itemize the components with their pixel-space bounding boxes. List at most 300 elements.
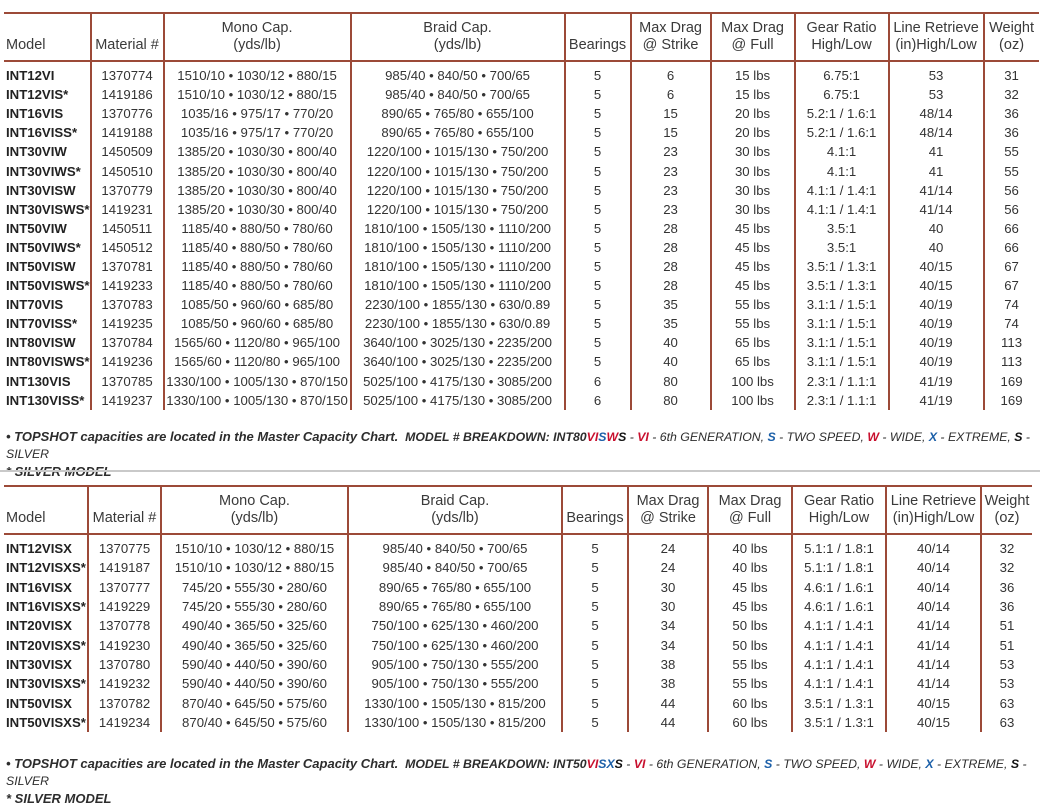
legend-vi-text: 6th GENERATION, — [659, 430, 765, 444]
table-row — [4, 713, 1032, 732]
cell-weight: 53 — [981, 655, 1032, 674]
cell-mono-cap: 1385/20 • 1030/30 • 800/40 — [164, 142, 351, 161]
cell-max-drag-full: 40 lbs — [708, 558, 792, 577]
cell-braid-cap: 1810/100 • 1505/130 • 1110/200 — [351, 238, 565, 257]
cell-line-retrieve: 41/14 — [886, 674, 981, 693]
cell-material: 1370780 — [88, 655, 161, 674]
header-material: Material # — [88, 486, 161, 534]
cell-max-drag-full: 30 lbs — [711, 142, 795, 161]
cell-line-retrieve: 40/15 — [889, 257, 984, 276]
legend-x-text: EXTREME, — [947, 430, 1011, 444]
cell-braid-cap: 5025/100 • 4175/130 • 3085/200 — [351, 391, 565, 410]
cell-max-drag-full: 15 lbs — [711, 61, 795, 85]
cell-max-drag-full: 50 lbs — [708, 616, 792, 635]
cell-gear-ratio: 4.6:1 / 1.6:1 — [792, 578, 886, 597]
legend-x-text: EXTREME, — [944, 757, 1008, 771]
cell-model: INT80VISW — [6, 335, 76, 351]
cell-model: INT30VISX — [6, 656, 72, 672]
cell-weight: 36 — [981, 578, 1032, 597]
legend-w-text: WIDE, — [889, 430, 926, 444]
cell-material: 1370778 — [88, 616, 161, 635]
cell-max-drag-full: 45 lbs — [711, 238, 795, 257]
cell-max-drag-full: 30 lbs — [711, 161, 795, 180]
table-row — [4, 257, 1039, 276]
cell-mono-cap: 1510/10 • 1030/12 • 880/15 — [164, 85, 351, 104]
cell-max-drag-strike: 35 — [631, 314, 711, 333]
table-row — [4, 161, 1039, 180]
cell-material: 1419231 — [91, 200, 164, 219]
cell-mono-cap: 490/40 • 365/50 • 325/60 — [161, 635, 348, 654]
cell-gear-ratio: 3.1:1 / 1.5:1 — [795, 314, 889, 333]
cell-gear-ratio: 6.75:1 — [795, 85, 889, 104]
header-material: Material # — [91, 13, 164, 61]
header-gear-ratio: Gear Ratio High/Low — [795, 13, 889, 61]
cell-model: INT16VISXS* — [6, 599, 86, 615]
cell-weight: 55 — [984, 142, 1039, 161]
cell-line-retrieve: 48/14 — [889, 104, 984, 123]
cell-weight: 67 — [984, 276, 1039, 295]
cell-material: 1419230 — [88, 635, 161, 654]
cell-bearings: 5 — [562, 693, 628, 712]
cell-braid-cap: 890/65 • 765/80 • 655/100 — [351, 104, 565, 123]
table-row — [4, 372, 1039, 391]
cell-braid-cap: 890/65 • 765/80 • 655/100 — [348, 597, 562, 616]
cell-max-drag-strike: 15 — [631, 104, 711, 123]
cell-braid-cap: 905/100 • 750/130 • 555/200 — [348, 674, 562, 693]
cell-line-retrieve: 41/14 — [889, 181, 984, 200]
table-row — [4, 597, 1032, 616]
cell-weight: 32 — [981, 534, 1032, 558]
cell-max-drag-full: 45 lbs — [711, 276, 795, 295]
cell-mono-cap: 1185/40 • 880/50 • 780/60 — [164, 219, 351, 238]
header-model: Model — [4, 486, 88, 534]
cell-bearings: 5 — [565, 333, 631, 352]
cell-max-drag-strike: 30 — [628, 597, 708, 616]
cell-line-retrieve: 40/14 — [886, 558, 981, 577]
cell-gear-ratio: 4.1:1 / 1.4:1 — [795, 181, 889, 200]
cell-bearings: 5 — [565, 85, 631, 104]
cell-gear-ratio: 3.5:1 / 1.3:1 — [795, 276, 889, 295]
table-row — [4, 635, 1032, 654]
legend-s2-text: SILVER — [6, 774, 50, 788]
table-row — [4, 238, 1039, 257]
cell-max-drag-strike: 28 — [631, 238, 711, 257]
cell-mono-cap: 1185/40 • 880/50 • 780/60 — [164, 238, 351, 257]
legend-s-text: TWO SPEED, — [783, 757, 861, 771]
cell-gear-ratio: 4.1:1 — [795, 142, 889, 161]
cell-weight: 51 — [981, 616, 1032, 635]
cell-gear-ratio: 2.3:1 / 1.1:1 — [795, 372, 889, 391]
cell-bearings: 5 — [562, 655, 628, 674]
cell-weight: 66 — [984, 238, 1039, 257]
cell-bearings: 5 — [565, 295, 631, 314]
cell-material: 1370781 — [91, 257, 164, 276]
cell-braid-cap: 2230/100 • 1855/130 • 630/0.89 — [351, 314, 565, 333]
table-row — [4, 674, 1032, 693]
header-gear-ratio: Gear Ratio High/Low — [792, 486, 886, 534]
cell-braid-cap: 2230/100 • 1855/130 • 630/0.89 — [351, 295, 565, 314]
cell-weight: 169 — [984, 391, 1039, 410]
cell-mono-cap: 1185/40 • 880/50 • 780/60 — [164, 276, 351, 295]
cell-model: INT50VISX — [6, 695, 72, 711]
cell-material: 1450511 — [91, 219, 164, 238]
cell-model: INT130VIS — [6, 373, 71, 389]
cell-gear-ratio: 2.3:1 / 1.1:1 — [795, 391, 889, 410]
table-row — [4, 181, 1039, 200]
cell-max-drag-full: 55 lbs — [711, 295, 795, 314]
cell-line-retrieve: 40/19 — [889, 314, 984, 333]
cell-weight: 56 — [984, 181, 1039, 200]
legend-vi-text: 6th GENERATION, — [656, 757, 761, 771]
header-weight: Weight (oz) — [981, 486, 1032, 534]
cell-material: 1419235 — [91, 314, 164, 333]
cell-max-drag-strike: 34 — [628, 635, 708, 654]
cell-line-retrieve: 48/14 — [889, 123, 984, 142]
cell-max-drag-full: 45 lbs — [711, 257, 795, 276]
cell-weight: 113 — [984, 333, 1039, 352]
cell-line-retrieve: 40 — [889, 219, 984, 238]
cell-line-retrieve: 40/19 — [889, 333, 984, 352]
cell-line-retrieve: 41/14 — [886, 616, 981, 635]
cell-bearings: 5 — [565, 352, 631, 371]
cell-braid-cap: 985/40 • 840/50 • 700/65 — [348, 534, 562, 558]
cell-line-retrieve: 41/14 — [886, 635, 981, 654]
table-row — [4, 123, 1039, 142]
cell-material: 1450512 — [91, 238, 164, 257]
cell-weight: 51 — [981, 635, 1032, 654]
cell-model: INT50VIWS* — [6, 239, 81, 255]
cell-line-retrieve: 40/14 — [886, 578, 981, 597]
cell-model: INT70VIS — [6, 297, 64, 313]
cell-mono-cap: 1185/40 • 880/50 • 780/60 — [164, 257, 351, 276]
code-vi: VI — [586, 430, 599, 444]
cell-max-drag-strike: 24 — [628, 558, 708, 577]
cell-line-retrieve: 53 — [889, 85, 984, 104]
cell-mono-cap: 1510/10 • 1030/12 • 880/15 — [161, 558, 348, 577]
header-model: Model — [4, 13, 91, 61]
table-row — [4, 655, 1032, 674]
code-vi: VI — [586, 757, 599, 771]
cell-line-retrieve: 40/14 — [886, 534, 981, 558]
cell-mono-cap: 870/40 • 645/50 • 575/60 — [161, 693, 348, 712]
cell-bearings: 5 — [565, 181, 631, 200]
cell-braid-cap: 3640/100 • 3025/130 • 2235/200 — [351, 333, 565, 352]
cell-weight: 169 — [984, 372, 1039, 391]
cell-bearings: 5 — [565, 61, 631, 85]
cell-material: 1419236 — [91, 352, 164, 371]
cell-braid-cap: 1220/100 • 1015/130 • 750/200 — [351, 200, 565, 219]
cell-mono-cap: 1565/60 • 1120/80 • 965/100 — [164, 352, 351, 371]
cell-max-drag-full: 100 lbs — [711, 372, 795, 391]
cell-model: INT20VISX — [6, 618, 72, 634]
cell-line-retrieve: 40/19 — [889, 295, 984, 314]
table-row — [4, 391, 1039, 410]
cell-bearings: 5 — [562, 534, 628, 558]
cell-max-drag-full: 55 lbs — [711, 314, 795, 333]
cell-gear-ratio: 4.1:1 / 1.4:1 — [792, 655, 886, 674]
cell-mono-cap: 1085/50 • 960/60 • 685/80 — [164, 295, 351, 314]
cell-material: 1450509 — [91, 142, 164, 161]
cell-material: 1370779 — [91, 181, 164, 200]
cell-weight: 36 — [984, 104, 1039, 123]
cell-max-drag-strike: 23 — [631, 181, 711, 200]
header-braid-cap: Braid Cap. (yds/lb) — [351, 13, 565, 61]
spec-table — [4, 12, 1039, 410]
cell-max-drag-strike: 23 — [631, 200, 711, 219]
cell-max-drag-full: 65 lbs — [711, 352, 795, 371]
cell-braid-cap: 1330/100 • 1505/130 • 815/200 — [348, 713, 562, 732]
code-w: W — [606, 430, 619, 444]
cell-gear-ratio: 3.1:1 / 1.5:1 — [795, 295, 889, 314]
cell-weight: 56 — [984, 200, 1039, 219]
cell-max-drag-full: 60 lbs — [708, 713, 792, 732]
cell-braid-cap: 905/100 • 750/130 • 555/200 — [348, 655, 562, 674]
cell-weight: 67 — [984, 257, 1039, 276]
cell-bearings: 5 — [565, 276, 631, 295]
cell-mono-cap: 1565/60 • 1120/80 • 965/100 — [164, 333, 351, 352]
header-bearings: Bearings — [562, 486, 628, 534]
code-s2: S — [614, 757, 623, 771]
cell-max-drag-full: 30 lbs — [711, 200, 795, 219]
cell-model: INT16VISX — [6, 579, 72, 595]
cell-mono-cap: 745/20 • 555/30 • 280/60 — [161, 578, 348, 597]
table-row — [4, 61, 1039, 85]
cell-bearings: 5 — [562, 616, 628, 635]
cell-line-retrieve: 41/14 — [886, 655, 981, 674]
cell-max-drag-strike: 38 — [628, 674, 708, 693]
cell-braid-cap: 985/40 • 840/50 • 700/65 — [351, 85, 565, 104]
cell-material: 1370774 — [91, 61, 164, 85]
cell-material: 1450510 — [91, 161, 164, 180]
cell-model: INT16VIS — [6, 106, 64, 122]
cell-model: INT130VISS* — [6, 392, 85, 408]
cell-braid-cap: 1220/100 • 1015/130 • 750/200 — [351, 142, 565, 161]
cell-mono-cap: 745/20 • 555/30 • 280/60 — [161, 597, 348, 616]
cell-bearings: 5 — [562, 674, 628, 693]
cell-bearings: 5 — [565, 104, 631, 123]
header-max-drag-full: Max Drag @ Full — [708, 486, 792, 534]
code-s: S — [598, 430, 607, 444]
cell-bearings: 5 — [562, 635, 628, 654]
cell-gear-ratio: 6.75:1 — [795, 61, 889, 85]
cell-bearings: 5 — [565, 123, 631, 142]
cell-weight: 55 — [984, 161, 1039, 180]
cell-material: 1419229 — [88, 597, 161, 616]
breakdown-label: MODEL # BREAKDOWN: INT80 — [405, 430, 587, 444]
cell-model: INT30VISXS* — [6, 676, 86, 692]
cell-max-drag-full: 30 lbs — [711, 181, 795, 200]
table-row — [4, 352, 1039, 371]
cell-model: INT80VISWS* — [6, 354, 90, 370]
legend-vi: VI — [633, 757, 646, 771]
cell-braid-cap: 750/100 • 625/130 • 460/200 — [348, 616, 562, 635]
cell-material: 1419233 — [91, 276, 164, 295]
table-row — [4, 219, 1039, 238]
header-row — [4, 486, 1032, 534]
cell-braid-cap: 1220/100 • 1015/130 • 750/200 — [351, 161, 565, 180]
cell-max-drag-strike: 24 — [628, 534, 708, 558]
cell-weight: 36 — [981, 597, 1032, 616]
cell-gear-ratio: 3.5:1 / 1.3:1 — [792, 713, 886, 732]
header-weight: Weight (oz) — [984, 13, 1039, 61]
table-row — [4, 693, 1032, 712]
header-mono-cap: Mono Cap. (yds/lb) — [161, 486, 348, 534]
legend-x: X — [928, 430, 938, 444]
header-max-drag-strike: Max Drag @ Strike — [631, 13, 711, 61]
code-x: X — [606, 757, 615, 771]
cell-max-drag-full: 55 lbs — [708, 655, 792, 674]
cell-max-drag-full: 45 lbs — [708, 578, 792, 597]
footnote-1: • TOPSHOT capacities are located in the Master Capacity Chart. MODEL # BREAKDOWN: INT80VISWS - VI - 6th GENERATION, S - TWO SPEED, W - WIDE, X - EXTREME, S - SILVER — [6, 428, 1040, 480]
cell-braid-cap: 1810/100 • 1505/130 • 1110/200 — [351, 257, 565, 276]
cell-material: 1370783 — [91, 295, 164, 314]
table-row — [4, 314, 1039, 333]
cell-bearings: 5 — [562, 578, 628, 597]
cell-weight: 31 — [984, 61, 1039, 85]
cell-mono-cap: 1385/20 • 1030/30 • 800/40 — [164, 161, 351, 180]
cell-max-drag-strike: 15 — [631, 123, 711, 142]
cell-max-drag-strike: 6 — [631, 85, 711, 104]
cell-model: INT70VISS* — [6, 316, 78, 332]
cell-line-retrieve: 41/19 — [889, 391, 984, 410]
cell-model: INT50VISW — [6, 258, 76, 274]
legend-s: S — [767, 430, 776, 444]
cell-mono-cap: 1330/100 • 1005/130 • 870/150 — [164, 372, 351, 391]
cell-max-drag-strike: 40 — [631, 333, 711, 352]
cell-braid-cap: 985/40 • 840/50 • 700/65 — [351, 61, 565, 85]
legend-s: S — [764, 757, 773, 771]
cell-max-drag-strike: 28 — [631, 276, 711, 295]
cell-line-retrieve: 41/14 — [889, 200, 984, 219]
table-row — [4, 534, 1032, 558]
cell-bearings: 5 — [565, 142, 631, 161]
cell-max-drag-full: 55 lbs — [708, 674, 792, 693]
cell-max-drag-strike: 28 — [631, 257, 711, 276]
cell-braid-cap: 1220/100 • 1015/130 • 750/200 — [351, 181, 565, 200]
header-line-retrieve: Line Retrieve (in)High/Low — [889, 13, 984, 61]
cell-material: 1419237 — [91, 391, 164, 410]
cell-mono-cap: 590/40 • 440/50 • 390/60 — [161, 674, 348, 693]
cell-material: 1419187 — [88, 558, 161, 577]
table-row — [4, 104, 1039, 123]
cell-braid-cap: 1330/100 • 1505/130 • 815/200 — [348, 693, 562, 712]
cell-max-drag-strike: 6 — [631, 61, 711, 85]
cell-material: 1370775 — [88, 534, 161, 558]
cell-model: INT20VISXS* — [6, 637, 86, 653]
code-s2: S — [618, 430, 627, 444]
cell-bearings: 5 — [565, 257, 631, 276]
legend-s-text: TWO SPEED, — [786, 430, 864, 444]
cell-material: 1370782 — [88, 693, 161, 712]
cell-mono-cap: 1510/10 • 1030/12 • 880/15 — [161, 534, 348, 558]
cell-material: 1419232 — [88, 674, 161, 693]
reel-spec-table-1 — [4, 12, 1039, 410]
cell-gear-ratio: 4.6:1 / 1.6:1 — [792, 597, 886, 616]
cell-mono-cap: 1385/20 • 1030/30 • 800/40 — [164, 200, 351, 219]
cell-mono-cap: 870/40 • 645/50 • 575/60 — [161, 713, 348, 732]
header-braid-cap: Braid Cap. (yds/lb) — [348, 486, 562, 534]
cell-gear-ratio: 3.1:1 / 1.5:1 — [795, 352, 889, 371]
cell-gear-ratio: 3.5:1 / 1.3:1 — [792, 693, 886, 712]
legend-s2-text: SILVER — [6, 447, 50, 461]
cell-mono-cap: 1085/50 • 960/60 • 685/80 — [164, 314, 351, 333]
cell-gear-ratio: 4.1:1 / 1.4:1 — [795, 200, 889, 219]
cell-model: INT50VIW — [6, 220, 67, 236]
cell-bearings: 5 — [565, 314, 631, 333]
cell-material: 1419186 — [91, 85, 164, 104]
cell-mono-cap: 490/40 • 365/50 • 325/60 — [161, 616, 348, 635]
cell-max-drag-full: 45 lbs — [708, 597, 792, 616]
cell-model: INT50VISXS* — [6, 714, 86, 730]
cell-model: INT12VISXS* — [6, 560, 86, 576]
legend-x: X — [925, 757, 934, 771]
cell-model: INT12VIS* — [6, 87, 69, 103]
cell-model: INT16VISS* — [6, 125, 78, 141]
cell-braid-cap: 985/40 • 840/50 • 700/65 — [348, 558, 562, 577]
legend-s2: S — [1010, 757, 1020, 771]
legend-w: W — [863, 757, 876, 771]
cell-line-retrieve: 40/15 — [886, 693, 981, 712]
cell-material: 1419188 — [91, 123, 164, 142]
cell-model: INT30VIW — [6, 144, 67, 160]
cell-max-drag-strike: 80 — [631, 391, 711, 410]
cell-gear-ratio: 4.1:1 / 1.4:1 — [792, 616, 886, 635]
section-divider — [0, 470, 1040, 472]
silver-model-note: * SILVER MODEL — [6, 791, 112, 806]
cell-max-drag-strike: 30 — [628, 578, 708, 597]
cell-max-drag-strike: 44 — [628, 693, 708, 712]
cell-bearings: 6 — [565, 372, 631, 391]
cell-line-retrieve: 40/14 — [886, 597, 981, 616]
header-bearings: Bearings — [565, 13, 631, 61]
cell-braid-cap: 3640/100 • 3025/130 • 2235/200 — [351, 352, 565, 371]
cell-max-drag-full: 65 lbs — [711, 333, 795, 352]
cell-material: 1370785 — [91, 372, 164, 391]
cell-max-drag-strike: 34 — [628, 616, 708, 635]
cell-weight: 63 — [981, 693, 1032, 712]
cell-mono-cap: 1035/16 • 975/17 • 770/20 — [164, 123, 351, 142]
cell-bearings: 5 — [565, 238, 631, 257]
cell-max-drag-full: 20 lbs — [711, 123, 795, 142]
cell-max-drag-full: 45 lbs — [711, 219, 795, 238]
cell-model: INT30VISWS* — [6, 201, 90, 217]
legend-w-text: WIDE, — [886, 757, 922, 771]
table-row — [4, 200, 1039, 219]
cell-max-drag-full: 40 lbs — [708, 534, 792, 558]
cell-line-retrieve: 40/19 — [889, 352, 984, 371]
table-row — [4, 85, 1039, 104]
cell-braid-cap: 1810/100 • 1505/130 • 1110/200 — [351, 276, 565, 295]
cell-braid-cap: 5025/100 • 4175/130 • 3085/200 — [351, 372, 565, 391]
table-row — [4, 276, 1039, 295]
cell-model: INT12VI — [6, 68, 55, 84]
table-row — [4, 142, 1039, 161]
cell-max-drag-strike: 80 — [631, 372, 711, 391]
cell-max-drag-strike: 23 — [631, 142, 711, 161]
cell-model: INT30VIWS* — [6, 163, 81, 179]
spec-table — [4, 485, 1032, 732]
cell-line-retrieve: 41/19 — [889, 372, 984, 391]
cell-braid-cap: 890/65 • 765/80 • 655/100 — [351, 123, 565, 142]
cell-max-drag-strike: 23 — [631, 161, 711, 180]
table-row — [4, 558, 1032, 577]
footnote-2: • TOPSHOT capacities are located in the Master Capacity Chart. MODEL # BREAKDOWN: INT50VISXS - VI - 6th GENERATION, S - TWO SPEED, W - WIDE, X - EXTREME, S - SILVER * SILVER MODEL — [6, 755, 1040, 807]
cell-model: INT12VISX — [6, 541, 72, 557]
cell-gear-ratio: 4.1:1 — [795, 161, 889, 180]
breakdown-label: MODEL # BREAKDOWN: INT50 — [405, 757, 587, 771]
cell-line-retrieve: 41 — [889, 142, 984, 161]
cell-max-drag-strike: 38 — [628, 655, 708, 674]
